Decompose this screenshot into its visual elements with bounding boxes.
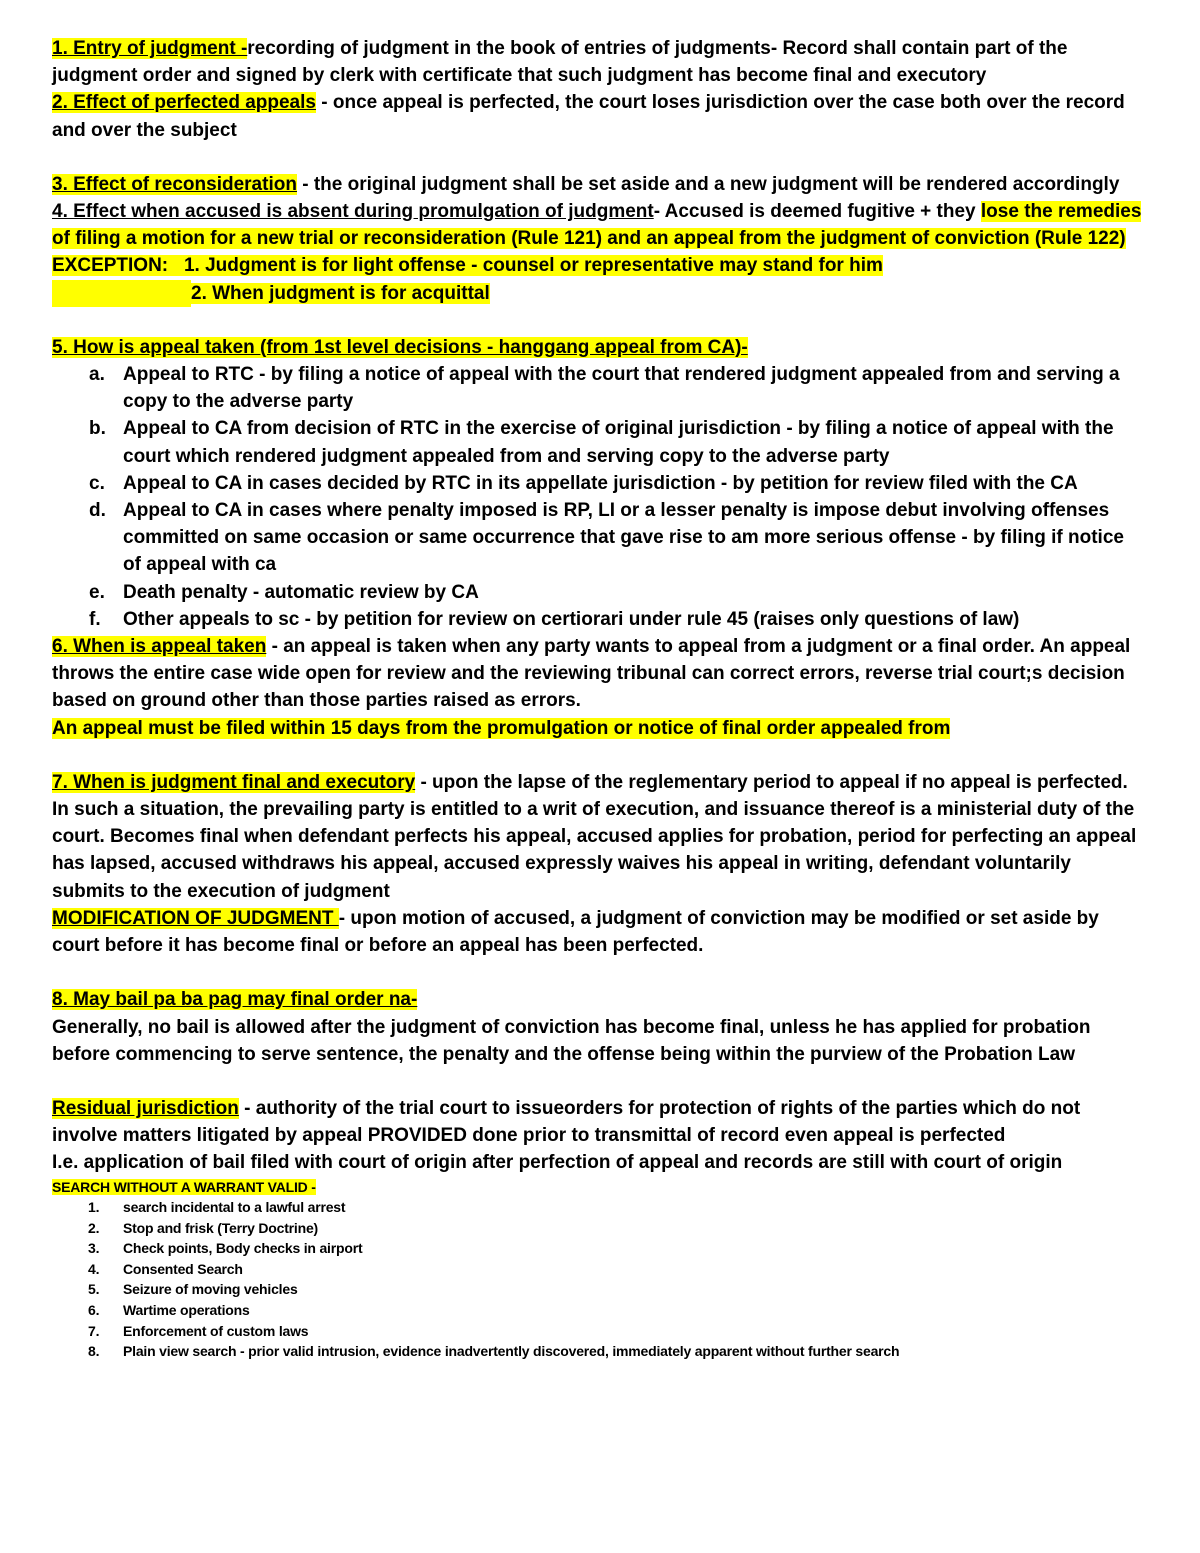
spacer (52, 144, 1147, 171)
list-item-text: Other appeals to sc - by petition for review on certiorari under rule 45 (raises only questions of law) (123, 608, 1020, 630)
list-item-text: Death penalty - automatic review by CA (123, 581, 479, 603)
section-when-appeal-taken (52, 633, 1147, 715)
section-example: I.e. application of bail filed with court of origin after perfection of appeal and records are still with court of origin (52, 1152, 1063, 1174)
list-marker: 4. (88, 1260, 100, 1277)
section-heading: SEARCH WITHOUT A WARRANT VALID - (52, 1178, 316, 1195)
section-effect-of-reconsideration (52, 171, 1147, 198)
section-heading: 7. When is judgment final and executory (52, 771, 416, 793)
section-heading: 2. Effect of perfected appeals (52, 92, 316, 114)
list-item-text: search incidental to a lawful arrest (123, 1199, 346, 1216)
exception-line-1 (52, 252, 1147, 279)
section-heading: 1. Entry of judgment - (52, 38, 248, 59)
list-marker: 5. (88, 1281, 100, 1298)
section-body: - authority of the trial court to issueorders for protection of rights of the parties which do not involve matters litigated by appeal PROVIDED done prior to transmittal of record even appeal is perfected (52, 1097, 1081, 1147)
list-marker: 6. (88, 1302, 100, 1319)
list-item-text: Enforcement of custom laws (123, 1322, 309, 1339)
section-entry-of-judgment (52, 35, 1147, 89)
list-item (52, 497, 1147, 579)
list-marker: 1. (88, 1199, 100, 1216)
list-item (52, 1238, 1147, 1259)
list-item-text: Seizure of moving vehicles (123, 1281, 298, 1298)
list-item-text: Appeal to CA from decision of RTC in the exercise of original jurisdiction - by filing a notice of appeal with the court which rendered judgment appealed from and serving copy to the adverse party (123, 418, 1114, 467)
list-item-text: Consented Search (123, 1260, 243, 1277)
modification-body: - upon motion of accused, a judgment of conviction may be modified or set aside by court before it has become final or before an appeal has been perfected. (52, 907, 1099, 957)
section-heading: 6. When is appeal taken (52, 636, 267, 658)
list-item-text: Stop and frisk (Terry Doctrine) (123, 1219, 319, 1236)
exception-item-1: 1. Judgment is for light offense - counsel or representative may stand for him (183, 255, 883, 277)
list-item-text: Appeal to CA in cases decided by RTC in its appellate jurisdiction - by petition for review filed with the CA (123, 472, 1078, 494)
section-heading: 5. How is appeal taken (from 1st level decisions - hanggang appeal from CA)- (52, 336, 748, 358)
section-highlight: lose the remedies of filing a motion for a new trial or reconsideration (Rule 121) and an appeal from the judgment of conviction (Rule 122) (52, 201, 1142, 250)
section-body: - upon the lapse of the reglementary period to appeal if no appeal is perfected. In such a situation, the prevailing party is entitled to a writ of execution, and issuance thereof is a ministerial duty of the court. Becomes final when defendant perfects his appeal, accused applies for probation, period for perfecting an appeal has lapsed, accused withdraws his appeal, accused expressly waives his appeal in writing, defendant voluntarily submits to the execution of judgment (52, 771, 1137, 902)
list-marker: c. (89, 472, 105, 494)
section-residual-jurisdiction (52, 1095, 1147, 1149)
section-bail (52, 986, 1147, 1013)
section-highlight-line (52, 715, 1147, 742)
modification-heading: MODIFICATION OF JUDGMENT (52, 907, 339, 929)
spacer (52, 742, 1147, 769)
section-heading: 3. Effect of reconsideration (52, 173, 297, 195)
section-body: recording of judgment in the book of entries of judgments- Record shall contain part of the judgment order and signed by clerk with certificate that such judgment has become final and executory (52, 38, 1068, 87)
section-heading: Residual jurisdiction (52, 1097, 239, 1119)
list-item (52, 1218, 1147, 1239)
section-highlight: An appeal must be filed within 15 days from the promulgation or notice of final order appealed from (52, 717, 951, 739)
list-marker: 8. (88, 1343, 100, 1360)
document-page (52, 35, 1147, 1362)
spacer (52, 307, 1147, 334)
section-accused-absent (52, 198, 1147, 252)
exception-label: EXCEPTION: (52, 255, 169, 277)
section-body: - Accused is deemed fugitive + they (653, 201, 981, 223)
list-item (52, 1279, 1147, 1300)
spacer (52, 959, 1147, 986)
section-heading: 8. May bail pa ba pag may final order na- (52, 989, 418, 1011)
list-item (52, 1321, 1147, 1342)
section-effect-of-perfected-appeals (52, 89, 1147, 143)
exception-line-2 (52, 280, 1147, 307)
list-marker: a. (89, 364, 105, 386)
list-item (52, 1341, 1147, 1362)
list-marker: 2. (88, 1219, 100, 1236)
list-item-text: Plain view search - prior valid intrusion, evidence inadvertently discovered, immediately apparent without further search (123, 1343, 900, 1360)
list-item (52, 415, 1147, 469)
section-judgment-final (52, 769, 1147, 905)
section-body: - once appeal is perfected, the court loses jurisdiction over the case both over the record and over the subject (52, 92, 1125, 141)
section-how-appeal-taken (52, 334, 1147, 361)
list-item (52, 606, 1147, 633)
list-item (52, 579, 1147, 606)
list-marker: 3. (88, 1240, 100, 1257)
section-body: Generally, no bail is allowed after the judgment of conviction has become final, unless he has applied for probation before commencing to serve sentence, the penalty and the offense being within the purview of the Probation Law (52, 1016, 1091, 1065)
section-body: - the original judgment shall be set aside and a new judgment will be rendered accordingly (296, 173, 1120, 195)
list-item (52, 1259, 1147, 1280)
list-item-text: Check points, Body checks in airport (123, 1240, 363, 1257)
section-search-without-warrant (52, 1177, 1147, 1362)
list-item-text: Appeal to RTC - by filing a notice of appeal with the court that rendered judgment appealed from and serving a copy to the adverse party (123, 364, 1120, 413)
search-list (52, 1197, 1147, 1362)
list-marker: e. (89, 581, 105, 603)
list-item (52, 1197, 1147, 1218)
list-item (52, 361, 1147, 415)
section-body: - an appeal is taken when any party wants to appeal from a judgment or a final order. An appeal throws the entire case wide open for review and the reviewing tribunal can correct errors, reverse trial court;s decision based on ground other than those parties raised as errors. (52, 636, 1131, 712)
section-modification (52, 905, 1147, 959)
spacer (52, 1068, 1147, 1095)
exception-item-2: 2. When judgment is for acquittal (191, 282, 490, 304)
list-item (52, 470, 1147, 497)
section-heading: 4. Effect when accused is absent during promulgation of judgment (52, 201, 654, 223)
list-item (52, 1300, 1147, 1321)
appeal-modes-list (52, 361, 1147, 633)
list-marker: 7. (88, 1322, 100, 1339)
list-item-text: Wartime operations (123, 1302, 250, 1319)
list-marker: b. (89, 418, 106, 440)
list-item-text: Appeal to CA in cases where penalty imposed is RP, LI or a lesser penalty is impose debut involving offenses committed on same occasion or same occurrence that gave rise to am more serious offense - by filing if notice of appeal with ca (123, 500, 1124, 576)
list-marker: f. (89, 608, 101, 630)
list-marker: d. (89, 500, 106, 522)
